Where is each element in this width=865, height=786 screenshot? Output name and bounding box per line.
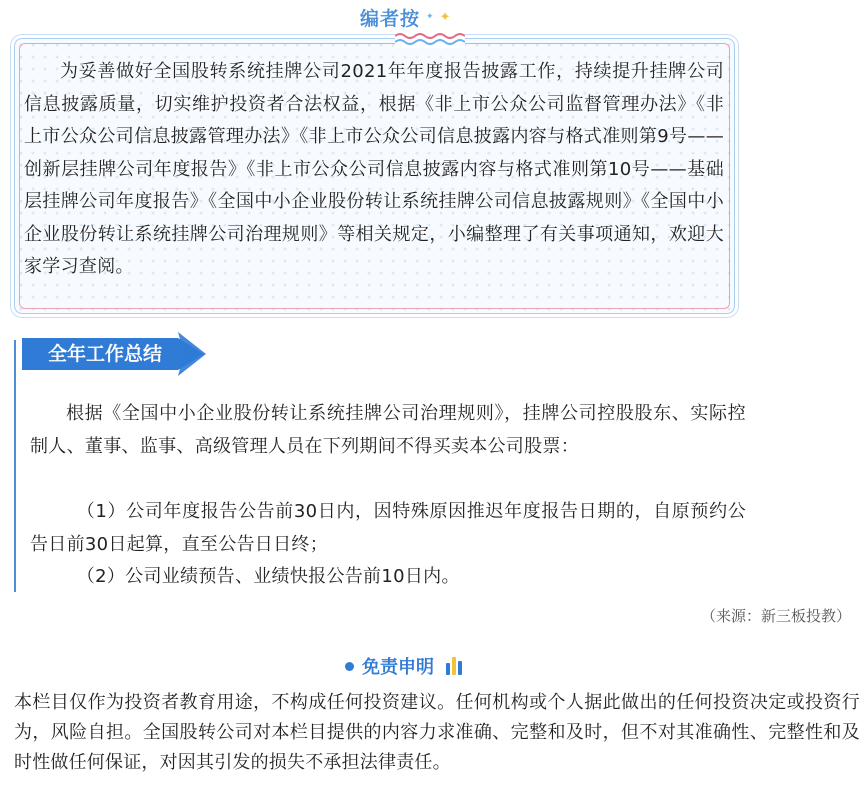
source-note: （来源：新三板投教）	[700, 607, 851, 625]
wave-decoration-icon	[395, 30, 465, 48]
editor-note-heading	[360, 2, 450, 32]
section-paragraph: （1）公司年度报告公告前30日内，因特殊原因推迟年度报告日期的，自原预约公告日前30日起算，直至公告日日终；	[30, 501, 746, 555]
section-title: 全年工作总结	[48, 343, 163, 365]
bar-chart-icon	[446, 657, 462, 675]
disclaimer-title: 免责申明	[362, 657, 434, 678]
sparkle-small-icon: ✦	[426, 12, 434, 22]
disclaimer-heading	[345, 652, 462, 680]
sparkle-star-icon: ✦	[439, 9, 451, 25]
bullet-dot-icon	[345, 662, 354, 671]
editor-note-title: 编者按	[360, 7, 421, 30]
section-left-rule	[14, 340, 16, 592]
disclaimer-text: 本栏目仅作为投资者教育用途，不构成任何投资建议。任何机构或个人据此做出的任何投资决定或投资行为，风险自担。全国股转公司对本栏目提供的内容力求准确、完整和及时，但不对其准确性、完整性和及时性做任何保证，对因其引发的损失不承担法律责任。	[14, 692, 860, 773]
section-paragraph: 根据《全国中小企业股份转让系统挂牌公司治理规则》，挂牌公司控股股东、实际控制人、董事、监事、高级管理人员在下列期间不得买卖本公司股票：	[30, 403, 746, 457]
section-paragraph: （2）公司业绩预告、业绩快报公告前10日内。	[76, 566, 460, 587]
editor-note-text: 为妥善做好全国股转系统挂牌公司2021年年度报告披露工作，持续提升挂牌公司信息披露质量，切实维护投资者合法权益，根据《非上市公众公司监督管理办法》《非上市公众公司信息披露管理办法》《非上市公众公司信息披露内容与格式准则第9号——创新层挂牌公司年度报告》《非上市公众公司信息披露内容与格式准则第10号——基础层挂牌公司年度报告》《全国中小企业股份转让系统挂牌公司信息披露规则》《全国中小企业股份转让系统挂牌公司治理规则》等相关规定，小编整理了有关事项通知，欢迎大家学习查阅。	[24, 61, 724, 277]
